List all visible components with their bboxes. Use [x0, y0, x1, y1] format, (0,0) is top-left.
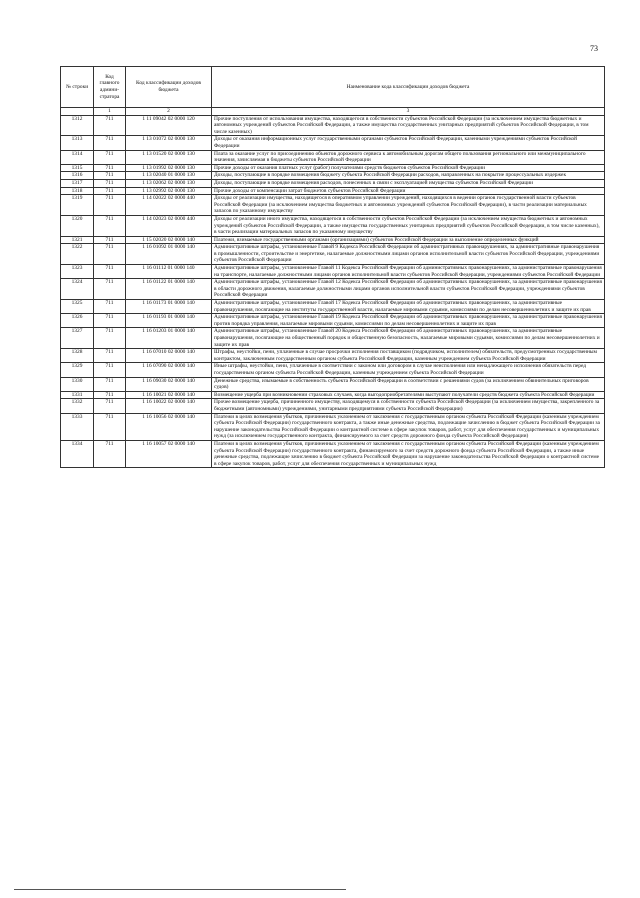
table-row: [61, 391, 605, 399]
row-number-cell: 1332: [61, 399, 94, 413]
page-bottom-rule: [14, 889, 346, 890]
table-row: [61, 314, 605, 328]
row-number-cell: 1326: [61, 314, 94, 328]
row-number-cell: 1318: [61, 187, 94, 195]
classification-code-cell: 1 16 01122 01 0000 140: [126, 279, 212, 300]
classification-code-cell: 1 13 01520 02 0000 130: [126, 150, 212, 164]
admin-code-cell: 711: [94, 328, 126, 349]
admin-code-cell: 711: [94, 164, 126, 172]
row-number-cell: 1329: [61, 363, 94, 377]
row-number-cell: 1313: [61, 136, 94, 150]
table-row: [61, 399, 605, 413]
description-cell: Возмещение ущерба при возникновении страховых случаев, когда выгодоприобретателями выступают получатели средств бюджета субъекта Российской Федерации: [212, 391, 605, 399]
row-number-cell: 1312: [61, 115, 94, 136]
description-cell: Прочее возмещение ущерба, причиненного имуществу, находящемуся в собственности субъекта Российской Федерации (за исключением имущества, закрепленного за бюджетными (автономными) учреждениями, унитарными предприятиями субъекта Российской Федерации): [212, 399, 605, 413]
row-number-cell: 1328: [61, 349, 94, 363]
admin-code-cell: 711: [94, 136, 126, 150]
classification-code-cell: 1 13 01992 02 0000 130: [126, 164, 212, 172]
admin-code-cell: 711: [94, 349, 126, 363]
header-name: Наименование кода классификации доходов бюджета: [212, 67, 605, 108]
description-cell: Платежи в целях возмещения убытков, причиненных уклонением от заключения с государственным органом субъекта Российской Федерации (казенным учреждением субъекта Российской Федерации) государственного контракта, а также иные денежные средства, подлежащие зачислению в бюджет субъекта Российской Федерации за нарушение законодательства Российской Федерации о контрактной системе в сфере закупок товаров, работ, услуг для обеспечения государственных и муниципальных нужд (за исключением государственного контракта, финансируемого за счет средств дорожного фонда субъекта Российской Федерации): [212, 413, 605, 440]
row-number-cell: 1333: [61, 413, 94, 440]
table-row: [61, 349, 605, 363]
row-number-cell: 1330: [61, 377, 94, 391]
classification-code-cell: 1 16 10021 02 0000 140: [126, 391, 212, 399]
table-row: [61, 300, 605, 314]
admin-code-cell: 711: [94, 265, 126, 279]
description-cell: Административные штрафы, установленные Главой 12 Кодекса Российской Федерации об административных правонарушениях, за административные правонарушения в области дорожного движения, налагаемые должностными лицами органов исполнительной власти субъектов Российской Федерации, учреждениями субъектов Российской Федерации: [212, 279, 605, 300]
admin-code-cell: 711: [94, 172, 126, 180]
table-row: [61, 179, 605, 187]
table-row: [61, 215, 605, 236]
row-number-cell: 1314: [61, 150, 94, 164]
classification-code-cell: 1 13 02992 02 0000 130: [126, 187, 212, 195]
column-number-row: [61, 108, 605, 116]
table-row: [61, 279, 605, 300]
row-number-cell: 1325: [61, 300, 94, 314]
table-row: [61, 164, 605, 172]
row-number-cell: 1327: [61, 328, 94, 349]
description-cell: Административные штрафы, установленные Главой 9 Кодекса Российской Федерации об административных правонарушениях, за административные правонарушения в промышленности, строительстве и энергетике, налагаемые должностными лицами органов исполнительной власти субъектов Российской Федерации, учреждениями субъектов Российской Федерации: [212, 244, 605, 265]
classification-code-cell: 1 13 01072 02 0000 130: [126, 136, 212, 150]
row-number-cell: 1323: [61, 265, 94, 279]
table-row: [61, 377, 605, 391]
admin-code-cell: 711: [94, 115, 126, 136]
table-row: [61, 115, 605, 136]
admin-code-cell: 711: [94, 279, 126, 300]
classification-code-cell: 1 16 01173 01 0000 140: [126, 300, 212, 314]
row-number-cell: 1319: [61, 195, 94, 216]
table-row: [61, 244, 605, 265]
column-number: 2: [126, 108, 212, 116]
description-cell: Доходы от оказания информационных услуг государственными органами субъектов Российской Федерации, казенными учреждениями субъектов Российской Федерации: [212, 136, 605, 150]
description-cell: Плата за оказание услуг по присоединению объектов дорожного сервиса к автомобильным дорогам общего пользования регионального или межмуниципального значения, зачисляемая в бюджеты субъектов Российской Федерации: [212, 150, 605, 164]
budget-classification-table: [60, 66, 605, 468]
description-cell: Доходы, поступающие в порядке возмещения бюджету субъекта Российской Федерации расходов, направленных на покрытие процессуальных издержек: [212, 172, 605, 180]
header-row-no: № строки: [61, 67, 94, 108]
description-cell: Доходы от реализации иного имущества, находящегося в собственности субъектов Российской Федерации (за исключением имущества бюджетных и автономных учреждений субъектов Российской Федерации, а также имущества государственных унитарных предприятий субъектов Российской Федерации, в том числе казенных), в части реализации материальных запасов по указанному имуществу: [212, 215, 605, 236]
admin-code-cell: 711: [94, 391, 126, 399]
table-row: [61, 265, 605, 279]
description-cell: Административные штрафы, установленные Главой 20 Кодекса Российской Федерации об административных правонарушениях, за административные правонарушения, посягающие на общественный порядок и общественную безопасность, налагаемые мировыми судьями, комиссиями по делам несовершеннолетних и защите их прав: [212, 328, 605, 349]
table-row: [61, 195, 605, 216]
description-cell: Доходы, поступающие в порядке возмещения расходов, понесенных в связи с эксплуатацией имущества субъектов Российской Федерации: [212, 179, 605, 187]
description-cell: Прочие доходы от компенсации затрат бюджетов субъектов Российской Федерации: [212, 187, 605, 195]
description-cell: Платежи, взимаемые государственными органами (организациями) субъектов Российской Федерации за выполнение определенных функций: [212, 236, 605, 244]
classification-code-cell: 1 16 10056 02 0000 140: [126, 413, 212, 440]
classification-code-cell: 1 16 07010 02 0000 140: [126, 349, 212, 363]
row-number-cell: 1322: [61, 244, 94, 265]
classification-code-cell: 1 11 09042 02 0000 120: [126, 115, 212, 136]
description-cell: Иные штрафы, неустойки, пени, уплаченные в соответствии с законом или договором в случае неисполнения или ненадлежащего исполнения обязательств перед государственным органом субъекта Российской Федерации, казенным учреждением субъекта Российской Федерации: [212, 363, 605, 377]
admin-code-cell: 711: [94, 399, 126, 413]
description-cell: Штрафы, неустойки, пени, уплаченные в случае просрочки исполнения поставщиком (подрядчиком, исполнителем) обязательств, предусмотренных государственным контрактом, заключенным государственным органом субъекта Российской Федерации, казенным учреждением субъекта Российской Федерации: [212, 349, 605, 363]
table-body: [61, 115, 605, 468]
classification-code-cell: 1 16 01203 01 0000 140: [126, 328, 212, 349]
table-header-row: [61, 67, 605, 108]
table-row: [61, 187, 605, 195]
row-number-cell: 1320: [61, 215, 94, 236]
table-row: [61, 136, 605, 150]
description-cell: Административные штрафы, установленные Главой 11 Кодекса Российской Федерации об административных правонарушениях, за административные правонарушения на транспорте, налагаемые должностными лицами органов исполнительной власти субъектов Российской Федерации, учреждениями субъектов Российской Федерации: [212, 265, 605, 279]
admin-code-cell: 711: [94, 363, 126, 377]
admin-code-cell: 711: [94, 195, 126, 216]
admin-code-cell: 711: [94, 244, 126, 265]
row-number-cell: 1334: [61, 440, 94, 467]
classification-code-cell: 1 16 01193 01 0000 140: [126, 314, 212, 328]
table-row: [61, 440, 605, 467]
header-admin-code: Код главного админи-стратора: [94, 67, 126, 108]
description-cell: Прочие доходы от оказания платных услуг (работ) получателями средств бюджетов субъектов Российской Федерации: [212, 164, 605, 172]
admin-code-cell: 711: [94, 314, 126, 328]
admin-code-cell: 711: [94, 300, 126, 314]
row-number-cell: 1321: [61, 236, 94, 244]
admin-code-cell: 711: [94, 236, 126, 244]
header-class-code: Код классификации доходов бюджета: [126, 67, 212, 108]
row-number-cell: 1324: [61, 279, 94, 300]
description-cell: Доходы от реализации имущества, находящегося в оперативном управлении учреждений, находящихся в ведении органов государственной власти субъектов Российской Федерации (за исключением имущества бюджетных и автономных учреждений субъектов Российской Федерации), в части реализации материальных запасов по указанному имуществу: [212, 195, 605, 216]
classification-code-cell: 1 15 02020 02 0000 140: [126, 236, 212, 244]
admin-code-cell: 711: [94, 440, 126, 467]
admin-code-cell: 711: [94, 215, 126, 236]
table-row: [61, 172, 605, 180]
classification-code-cell: 1 16 10022 02 0000 140: [126, 399, 212, 413]
description-cell: Административные штрафы, установленные Главой 17 Кодекса Российской Федерации об административных правонарушениях, за административные правонарушения, посягающие на институты государственной власти, налагаемые мировыми судьями, комиссиями по делам несовершеннолетних и защите их прав: [212, 300, 605, 314]
row-number-cell: 1315: [61, 164, 94, 172]
column-number: 3: [212, 108, 605, 116]
admin-code-cell: 711: [94, 179, 126, 187]
description-cell: Прочие поступления от использования имущества, находящегося в собственности субъектов Российской Федерации (за исключением имущества бюджетных и автономных учреждений субъектов Российской Федерации, а также имущества государственных унитарных предприятий субъектов Российской Федерации, в том числе казенных): [212, 115, 605, 136]
classification-code-cell: 1 16 01112 01 0000 140: [126, 265, 212, 279]
table-row: [61, 236, 605, 244]
admin-code-cell: 711: [94, 150, 126, 164]
classification-code-cell: 1 16 10057 02 0000 140: [126, 440, 212, 467]
column-number: 1: [94, 108, 126, 116]
classification-code-cell: 1 14 02022 02 0000 440: [126, 195, 212, 216]
classification-code-cell: 1 16 09030 02 0000 140: [126, 377, 212, 391]
column-number: [61, 108, 94, 116]
table-row: [61, 150, 605, 164]
classification-code-cell: 1 16 01092 01 0000 140: [126, 244, 212, 265]
admin-code-cell: 711: [94, 377, 126, 391]
row-number-cell: 1317: [61, 179, 94, 187]
table-row: [61, 413, 605, 440]
admin-code-cell: 711: [94, 187, 126, 195]
admin-code-cell: 711: [94, 413, 126, 440]
description-cell: Денежные средства, изымаемые в собственность субъекта Российской Федерации в соответствии с решениями судов (за исключением обвинительных приговоров судов): [212, 377, 605, 391]
classification-code-cell: 1 14 02023 02 0000 440: [126, 215, 212, 236]
page-number: 73: [590, 44, 598, 53]
classification-code-cell: 1 13 02040 01 0000 130: [126, 172, 212, 180]
table-row: [61, 363, 605, 377]
classification-code-cell: 1 13 02062 02 0000 130: [126, 179, 212, 187]
description-cell: Административные штрафы, установленные Главой 19 Кодекса Российской Федерации об административных правонарушениях, за административные правонарушения против порядка управления, налагаемые мировыми судьями, комиссиями по делам несовершеннолетних и защите их прав: [212, 314, 605, 328]
table-row: [61, 328, 605, 349]
row-number-cell: 1316: [61, 172, 94, 180]
description-cell: Платежи в целях возмещения убытков, причиненных уклонением от заключения с государственным органом субъекта Российской Федерации (казенным учреждением субъекта Российской Федерации) государственного контракта, финансируемого за счет средств дорожного фонда субъекта Российской Федерации, а также иные денежные средства, подлежащие зачислению в бюджет субъекта Российской Федерации за нарушение законодательства Российской Федерации о контрактной системе в сфере закупок товаров, работ, услуг для обеспечения государственных и муниципальных нужд: [212, 440, 605, 467]
row-number-cell: 1331: [61, 391, 94, 399]
classification-code-cell: 1 16 07090 02 0000 140: [126, 363, 212, 377]
